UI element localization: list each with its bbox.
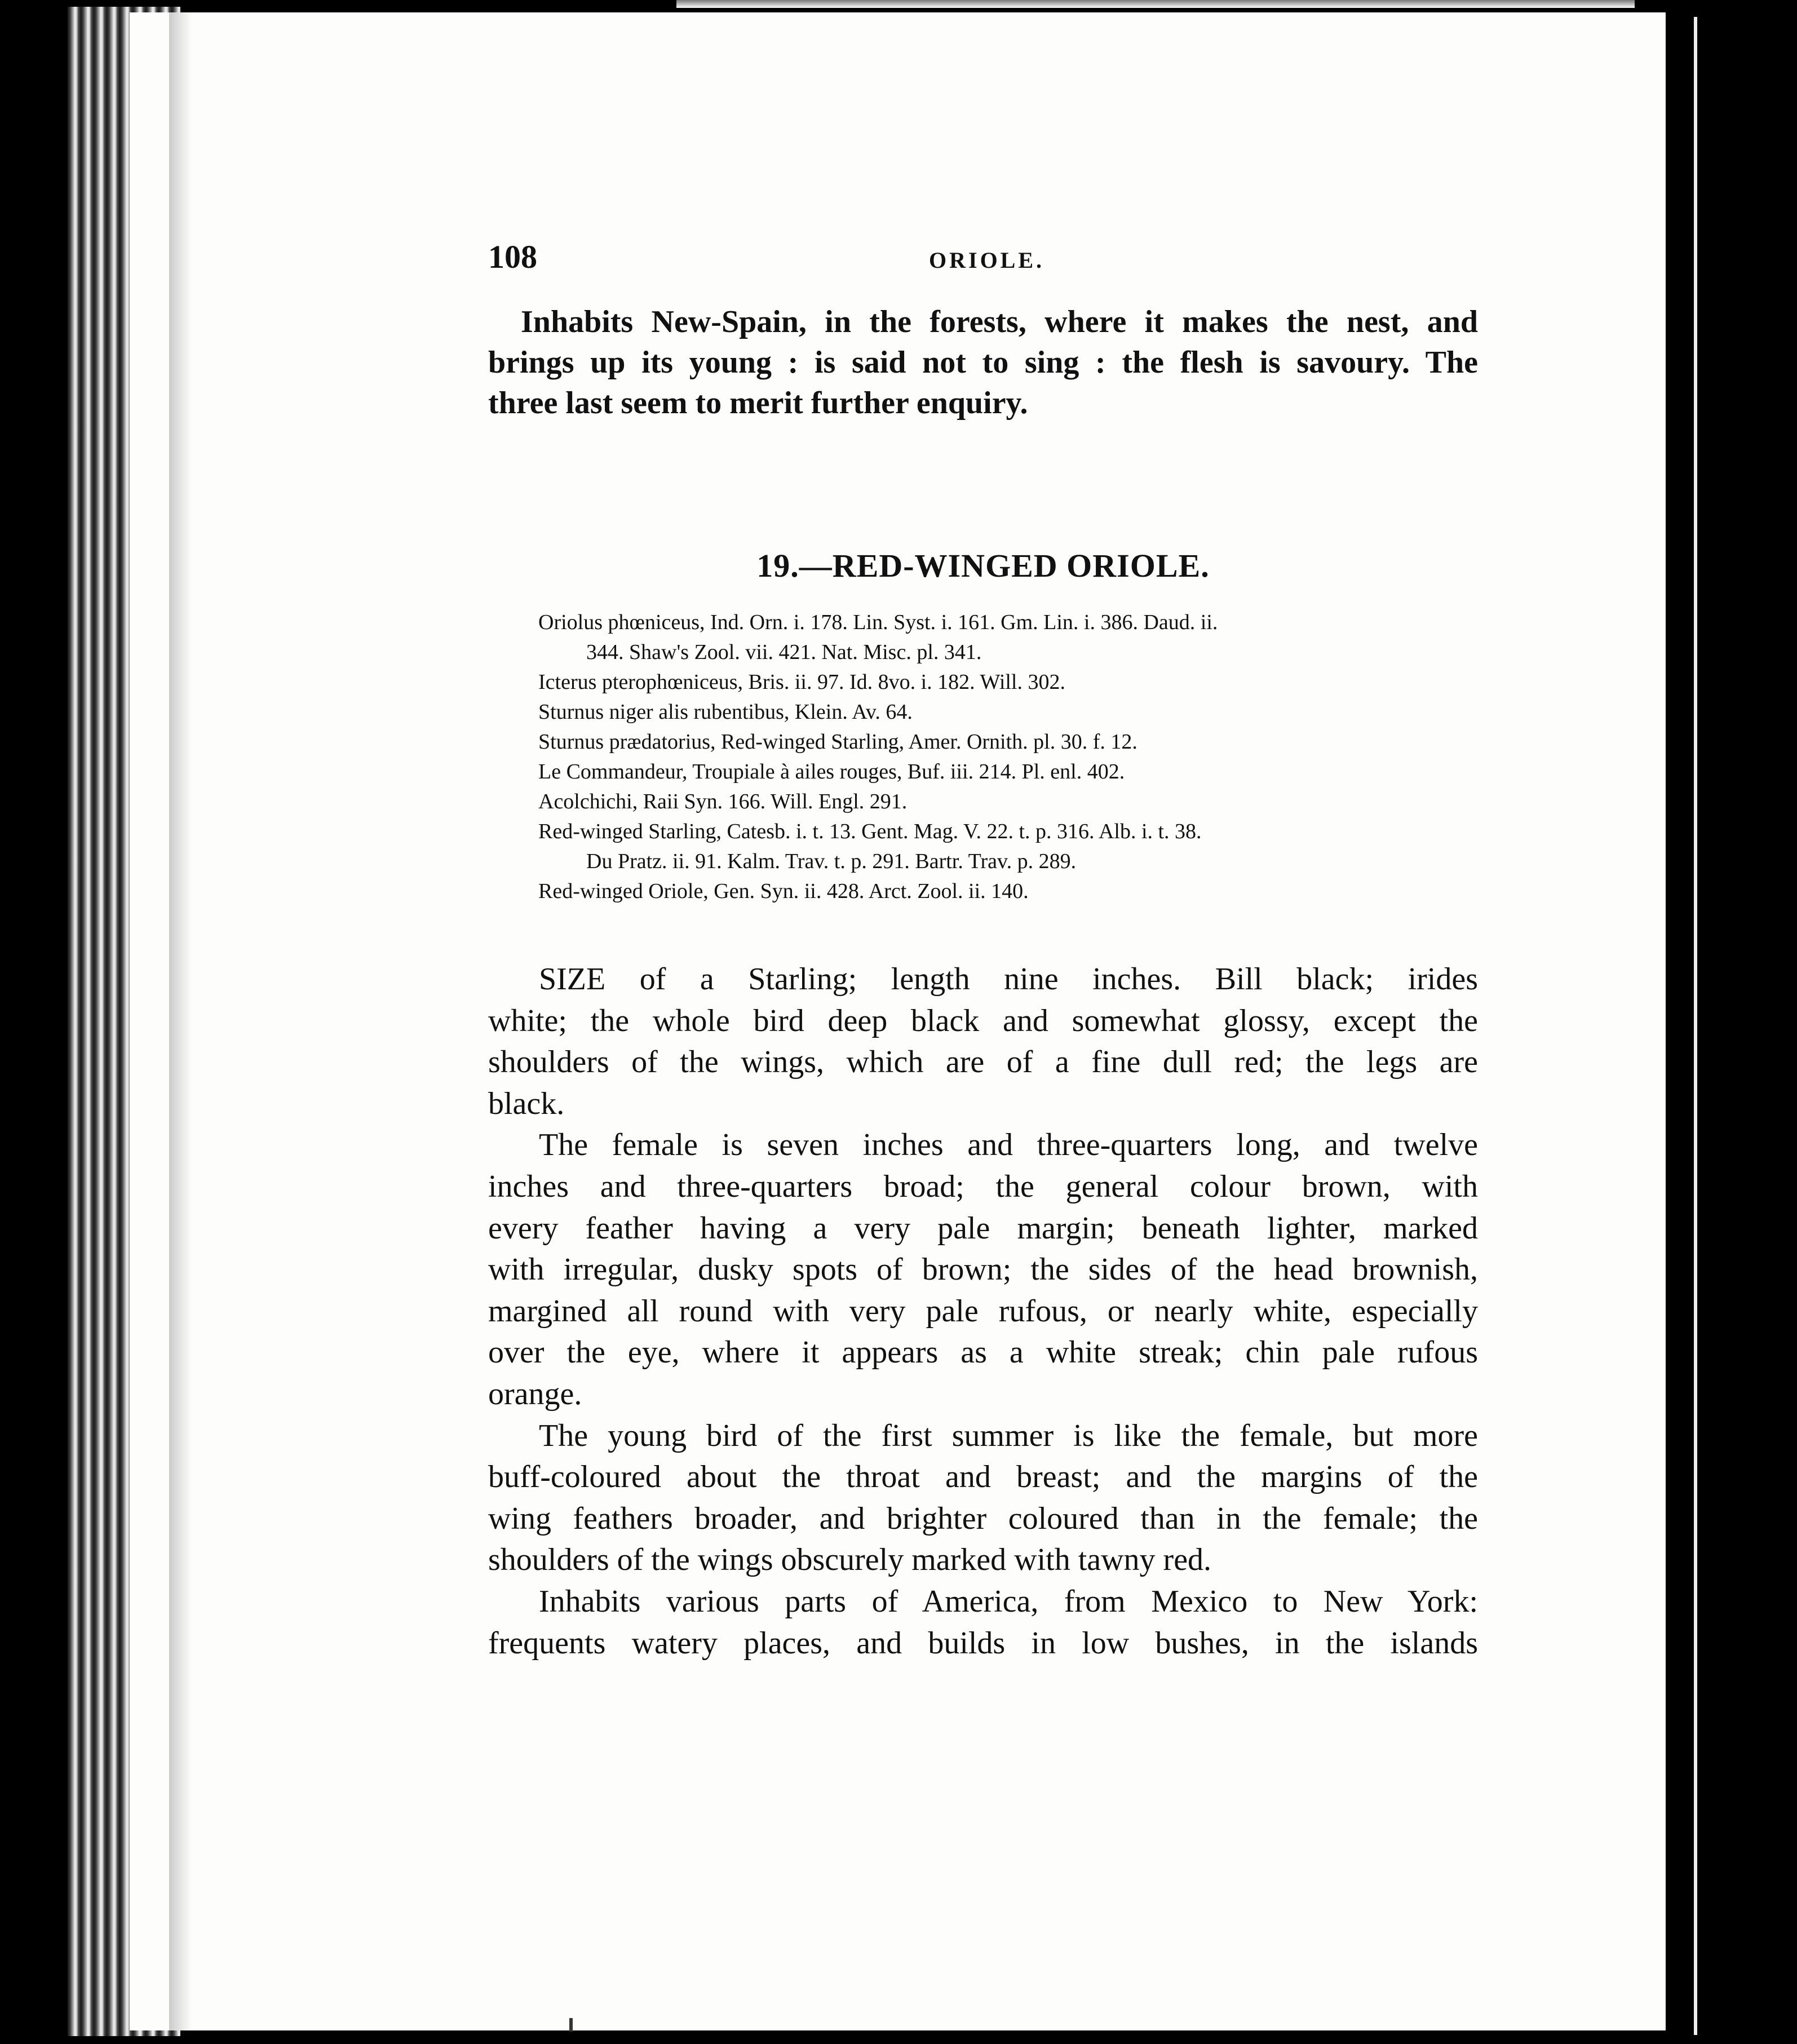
facing-page-edge: [1694, 17, 1697, 2035]
text-line: wing feathers broader, and brighter coloured than in the female; the: [488, 1501, 1478, 1536]
synonymy-entry: Icterus pterophœniceus, Bris. ii. 97. Id. 8vo. i. 182. Will. 302.: [538, 670, 1065, 694]
scan-artifact: [569, 2018, 573, 2032]
text-line: inches and three-quarters broad; the general colour brown, with: [488, 1169, 1478, 1204]
text-line: Inhabits New-Spain, in the forests, where it makes the nest, and: [521, 304, 1478, 339]
scan-artifact: [0, 924, 23, 933]
text-line: shoulders of the wings, which are of a fine dull red; the legs are: [488, 1045, 1478, 1079]
synonymy-entry: Du Pratz. ii. 91. Kalm. Trav. t. p. 291. Bartr. Trav. p. 289.: [586, 850, 1077, 873]
text-line: white; the whole bird deep black and somewhat glossy, except the: [488, 1003, 1478, 1038]
synonymy-entry: Sturnus prædatorius, Red-winged Starling, Amer. Ornith. pl. 30. f. 12.: [538, 730, 1137, 754]
text-line: shoulders of the wings obscurely marked with tawny red.: [488, 1542, 1212, 1577]
text-line: SIZE of a Starling; length nine inches. Bill black; irides: [539, 962, 1478, 997]
synonymy-entry: Red-winged Starling, Catesb. i. t. 13. Gent. Mag. V. 22. t. p. 316. Alb. i. t. 38.: [538, 820, 1202, 843]
text-line: three last seem to merit further enquiry.: [488, 386, 1028, 421]
text-line: brings up its young : is said not to sing : the flesh is savoury. The: [488, 345, 1478, 380]
text-line: black.: [488, 1086, 565, 1121]
text-line: frequents watery places, and builds in low bushes, in the islands: [488, 1626, 1478, 1661]
section-heading: 19.—RED-WINGED ORIOLE.: [756, 547, 1210, 584]
text-line: margined all round with very pale rufous, or nearly white, especially: [488, 1294, 1478, 1329]
synonymy-entry: Red-winged Oriole, Gen. Syn. ii. 428. Arct. Zool. ii. 140.: [538, 879, 1029, 903]
text-line: buff-coloured about the throat and breast; and the margins of the: [488, 1459, 1478, 1494]
synonymy-entry: Oriolus phœniceus, Ind. Orn. i. 178. Lin. Syst. i. 161. Gm. Lin. i. 386. Daud. ii.: [538, 610, 1218, 634]
text-line: every feather having a very pale margin; beneath lighter, marked: [488, 1211, 1478, 1246]
top-edge-shadow: [676, 0, 1635, 8]
text-line: The female is seven inches and three-quarters long, and twelve: [539, 1127, 1478, 1162]
gutter-shadow: [169, 12, 192, 2030]
text-line: with irregular, dusky spots of brown; the sides of the head brownish,: [488, 1252, 1478, 1287]
synonymy-entry: Acolchichi, Raii Syn. 166. Will. Engl. 291.: [538, 790, 908, 813]
synonymy-entry: Sturnus niger alis rubentibus, Klein. Av. 64.: [538, 700, 913, 724]
text-line: over the eye, where it appears as a white streak; chin pale rufous: [488, 1335, 1478, 1370]
text-line: The young bird of the first summer is like the female, but more: [539, 1418, 1478, 1453]
running-title: ORIOLE.: [929, 247, 1045, 273]
page-number: 108: [488, 238, 537, 275]
right-scan-border: [1666, 0, 1797, 2044]
synonymy-entry: Le Commandeur, Troupiale à ailes rouges, Buf. iii. 214. Pl. enl. 402.: [538, 760, 1125, 784]
text-line: Inhabits various parts of America, from Mexico to New York:: [539, 1584, 1478, 1619]
text-line: orange.: [488, 1377, 582, 1412]
synonymy-entry: 344. Shaw's Zool. vii. 421. Nat. Misc. pl. 341.: [586, 640, 982, 664]
